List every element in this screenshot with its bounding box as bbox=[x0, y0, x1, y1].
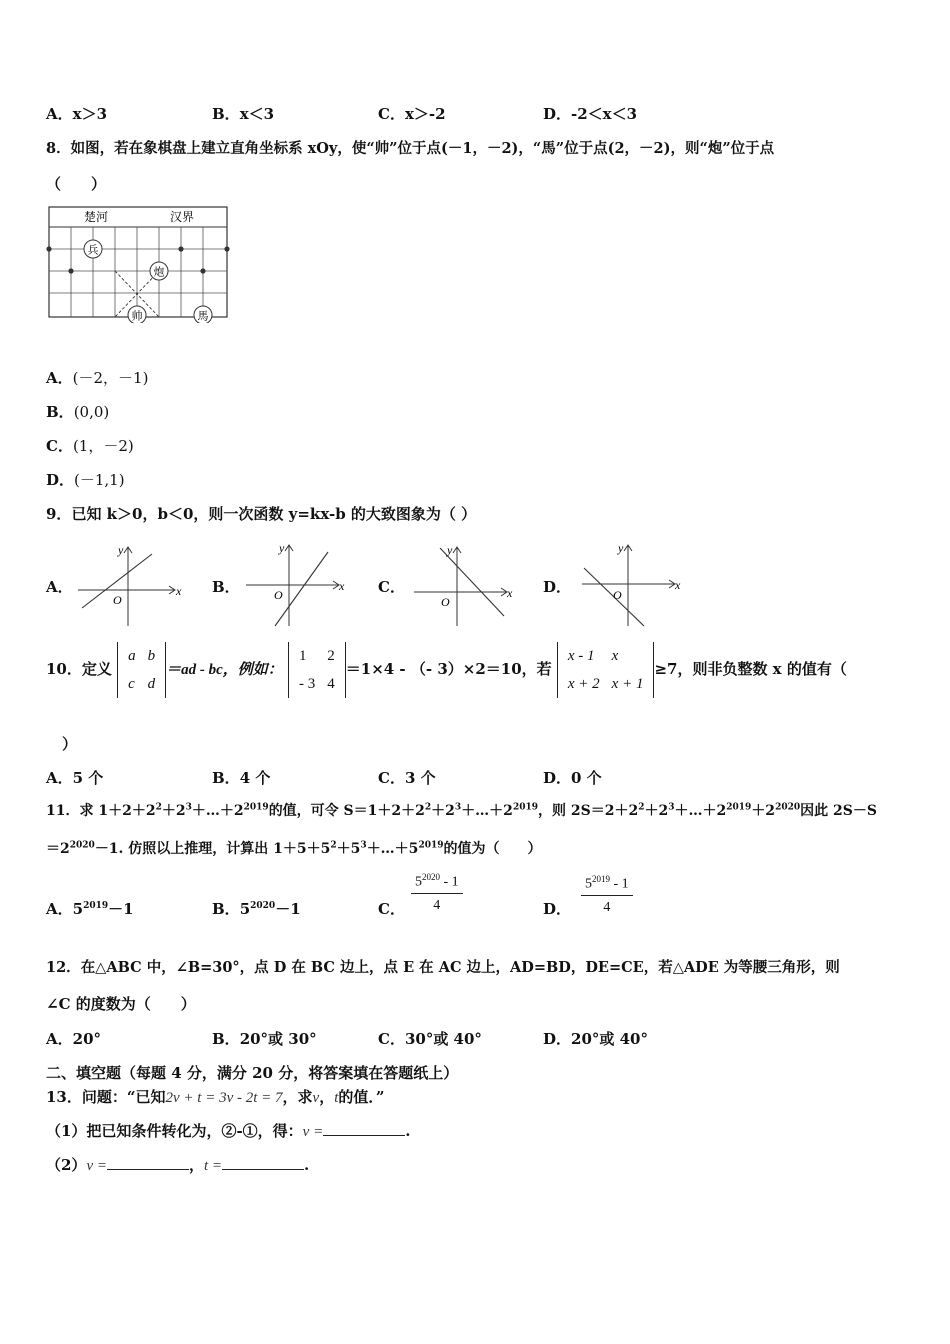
piece-shuai bbox=[128, 306, 146, 323]
svg-text:O: O bbox=[274, 588, 283, 602]
q12-option-c: C．30°或 40° bbox=[378, 1030, 482, 1048]
svg-text:y: y bbox=[279, 541, 285, 555]
q10-option-b: B．4 个 bbox=[212, 769, 271, 787]
q13-v-answer-blank[interactable] bbox=[107, 1155, 189, 1170]
svg-text:x: x bbox=[176, 584, 182, 598]
q12-option-b: B．20°或 30° bbox=[212, 1030, 317, 1048]
svg-text:炮: 炮 bbox=[153, 266, 165, 279]
q9-option-b-label: B． bbox=[212, 578, 240, 596]
q8-option-b: B．(0,0) bbox=[46, 403, 110, 421]
svg-text:O: O bbox=[441, 595, 450, 609]
chess-board-figure bbox=[46, 205, 230, 323]
q12-stem-line2: ∠C 的度数为（ ） bbox=[46, 995, 196, 1013]
q13-part1-answer-blank[interactable] bbox=[323, 1121, 405, 1136]
q7-option-a: A．x＞3 bbox=[46, 105, 108, 123]
q10-option-a: A．5 个 bbox=[46, 769, 104, 787]
q13-t-answer-blank[interactable] bbox=[222, 1155, 304, 1170]
svg-text:x: x bbox=[675, 578, 681, 592]
q12-option-d: D．20°或 40° bbox=[543, 1030, 648, 1048]
q8-option-d: D．(－1,1) bbox=[46, 471, 125, 489]
svg-text:y: y bbox=[118, 543, 124, 557]
q11-option-d: D． $\frac{5^{2019} - 1}{4}$ bbox=[543, 874, 633, 919]
piece-ma bbox=[194, 306, 212, 323]
q12-option-a: A．20° bbox=[46, 1030, 102, 1048]
q9-option-a-label: A． bbox=[46, 578, 73, 596]
q8-option-a: A．(－2，－1) bbox=[46, 369, 149, 387]
q8-option-c: C．(1，－2) bbox=[46, 437, 134, 455]
svg-text:y: y bbox=[447, 543, 453, 557]
svg-text:馬: 馬 bbox=[197, 310, 209, 323]
q13-part1: （1）把已知条件转化为，②-①，得：v = . bbox=[46, 1122, 411, 1140]
q7-option-b: B．x＜3 bbox=[212, 105, 275, 123]
board-right-title: 汉界 bbox=[170, 210, 195, 224]
board-left-title: 楚河 bbox=[84, 210, 109, 224]
q10-condition-determinant: x - 1 x x + 2 x + 1 bbox=[557, 642, 655, 698]
q9-option-c-label: C． bbox=[378, 578, 405, 596]
svg-text:帅: 帅 bbox=[131, 310, 143, 323]
q11-stem-line1: 11．求 $1+2+2^2+2^3+\dots+2^{2019}$的值，可令 $S=1+2+2^2+2^3+\dots+2^{2019}$，则 $2S=2+2^2+2^3+\dots+2^{2019}+2^{2020}$因此 2S－S bbox=[46, 802, 877, 819]
q9-stem: 9．已知 k＞0，b＜0，则一次函数 y=kx-b 的大致图象为（ ） bbox=[46, 505, 477, 523]
q7-option-d: D．-2＜x＜3 bbox=[543, 105, 638, 123]
svg-text:O: O bbox=[113, 593, 122, 607]
q11-option-b: B．$5^{2020}-1$ bbox=[212, 900, 301, 918]
q9-graph-a bbox=[76, 540, 186, 628]
svg-text:x: x bbox=[507, 586, 513, 600]
q10-option-c: C．3 个 bbox=[378, 769, 436, 787]
q10-example-determinant: 1 2 - 3 4 bbox=[288, 642, 346, 698]
q11-option-c: C． $\frac{5^{2020} - 1}{4}$ bbox=[378, 872, 463, 919]
q11-stem-line2: $=2^{2020}-1$. 仿照以上推理，计算出 $1+5+5^2+5^3+\dots+5^{2019}$的值为（ ） bbox=[46, 840, 542, 857]
q13-part2: （2）v = ，t = . bbox=[46, 1156, 310, 1174]
q9-graph-d bbox=[580, 538, 690, 628]
q10-option-d: D．0 个 bbox=[543, 769, 602, 787]
piece-bing bbox=[84, 240, 102, 258]
q12-stem-line1: 12．在△ABC 中，∠B=30°，点 D 在 BC 边上，点 E 在 AC 边上，AD=BD，DE=CE，若△ADE 为等腰三角形，则 bbox=[46, 959, 840, 976]
q10-close-paren: ） bbox=[62, 735, 78, 753]
svg-text:O: O bbox=[613, 588, 622, 602]
q8-stem-line1: 8．如图，若在象棋盘上建立直角坐标系 xOy，使“帅”位于点(－1，－2)，“馬”位于点(2，－2)，则“炮”位于点 bbox=[46, 140, 775, 157]
piece-pao bbox=[150, 262, 168, 280]
q11-option-a: A．$5^{2019}-1$ bbox=[46, 900, 134, 918]
q10-stem: 10．定义 a b c d ＝ad - bc，例如： 1 2 - 3 4 ＝1×4 - （- 3）×2＝10，若 x - 1 x x + 2 x + 1 ≥7，则非负整数 x 的值有（ bbox=[46, 642, 847, 698]
svg-text:y: y bbox=[618, 541, 624, 555]
q10-def-determinant: a b c d bbox=[117, 642, 166, 698]
section2-title: 二、填空题（每题 4 分，满分 20 分，将答案填在答题纸上） bbox=[46, 1064, 459, 1082]
svg-text:兵: 兵 bbox=[87, 244, 99, 257]
q7-option-c: C．x＞-2 bbox=[378, 105, 446, 123]
q9-graph-b bbox=[244, 540, 354, 628]
q8-stem-line2: （ ） bbox=[46, 175, 107, 193]
q13-stem: 13．问题：“已知2v + t = 3v - 2t = 7，求v，t的值．” bbox=[46, 1088, 385, 1106]
q9-graph-c bbox=[412, 540, 522, 628]
svg-text:x: x bbox=[339, 579, 345, 593]
q9-option-d-label: D． bbox=[543, 578, 572, 596]
